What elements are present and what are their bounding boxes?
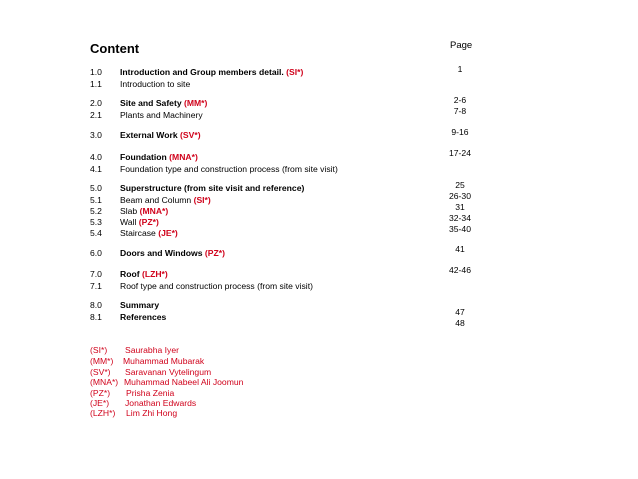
toc-number: 5.2 [90,206,102,216]
toc-entry [120,183,304,193]
toc-number: 4.1 [90,164,102,174]
member-name: Muhammad Nabeel Ali Joomun [124,377,244,387]
page-number: 35-40 [449,224,471,234]
member-name: Jonathan Edwards [125,398,197,408]
toc-entry-author-tag: (MM*) [184,98,208,108]
toc-entry-author-tag: (SV*) [180,130,201,140]
member-code: (MNA*) [90,377,119,387]
member-name: Prisha Zenia [126,388,175,398]
toc-entry-title: Site and Safety [120,98,182,108]
toc-entry [120,67,303,77]
toc-entry-author-tag: (SI*) [193,195,211,205]
toc-entry [120,217,159,227]
toc-entry [120,300,159,310]
toc-entry-title: Staircase [120,228,156,238]
page-number: 9-16 [451,127,469,137]
toc-entry-author-tag: (LZH*) [141,269,168,279]
toc-entry-title: Foundation [120,152,167,162]
page-number: 48 [455,318,465,328]
toc-entry-author-tag: (MNA*) [139,206,169,216]
page-number: 42-46 [449,265,471,275]
member-code: (SI*) [90,345,108,355]
page-number: 31 [455,202,465,212]
member-code: (JE*) [90,398,110,408]
page-number: 25 [455,180,465,190]
toc-entry [120,110,203,120]
toc-entry-author-tag: (PZ*) [138,217,159,227]
toc-number: 1.0 [90,67,102,77]
toc-entry-title: Doors and Windows [120,248,203,258]
toc-number: 5.3 [90,217,102,227]
toc-entry-title: References [120,312,167,322]
toc-entry-title: Beam and Column [120,195,192,205]
toc-number: 5.0 [90,183,102,193]
contents-heading: Content [90,41,140,56]
toc-number: 8.1 [90,312,102,322]
toc-entry [120,312,166,322]
toc-number: 7.0 [90,269,102,279]
toc-number: 3.0 [90,130,102,140]
toc-entry-author-tag: (JE*) [158,228,178,238]
toc-number: 2.0 [90,98,102,108]
toc-entry [120,195,211,205]
member-code: (LZH*) [90,408,116,418]
toc-entry-author-tag: (PZ*) [204,248,225,258]
member-code: (SV*) [90,367,111,377]
toc-entry-author-tag: (SI*) [286,67,304,77]
page-column-header: Page [450,40,473,51]
member-name: Saravanan Vytelingum [125,367,212,377]
toc-entry-title: Foundation type and construction process (from site visit) [120,164,338,174]
page-number: 7-8 [453,106,467,116]
toc-entry [120,206,168,216]
page-number: 26-30 [449,191,471,201]
toc-number: 8.0 [90,300,102,310]
toc-entry-title: Wall [120,217,137,227]
member-name: Saurabha Iyer [125,345,179,355]
page-number: 32-34 [449,213,471,223]
toc-entry [120,281,313,291]
toc-entry-title: Slab [120,206,138,216]
member-name: Muhammad Mubarak [123,356,205,366]
member-name: Lim Zhi Hong [126,408,178,418]
toc-entry [120,79,190,89]
toc-number: 1.1 [90,79,102,89]
toc-entry [120,130,201,140]
toc-number: 5.1 [90,195,102,205]
page-number: 2-6 [453,95,467,105]
member-code: (PZ*) [90,388,111,398]
toc-number: 4.0 [90,152,102,162]
page-number: 41 [455,244,465,254]
toc-entry [120,152,198,162]
toc-entry-title: Plants and Machinery [120,110,203,120]
toc-entry-title: Roof type and construction process (from site visit) [120,281,313,291]
toc-number: 6.0 [90,248,102,258]
page-number: 1 [457,64,463,74]
toc-entry-title: External Work [120,130,178,140]
member-code: (MM*) [90,356,114,366]
toc-entry-title: Summary [120,300,160,310]
toc-number: 7.1 [90,281,102,291]
page-number: 47 [455,307,465,317]
page-number: 17-24 [449,148,471,158]
toc-entry-title: Roof [120,269,140,279]
toc-entry [120,248,225,258]
toc-entry-title: Introduction to site [120,79,191,89]
toc-entry-title: Superstructure (from site visit and reference) [120,183,305,193]
toc-entry-author-tag: (MNA*) [169,152,198,162]
toc-entry [120,228,178,238]
toc-number: 2.1 [90,110,102,120]
toc-entry [120,98,207,108]
toc-number: 5.4 [90,228,102,238]
toc-entry [120,164,338,174]
toc-entry [120,269,168,279]
toc-entry-title: Introduction and Group members detail. [120,67,284,77]
